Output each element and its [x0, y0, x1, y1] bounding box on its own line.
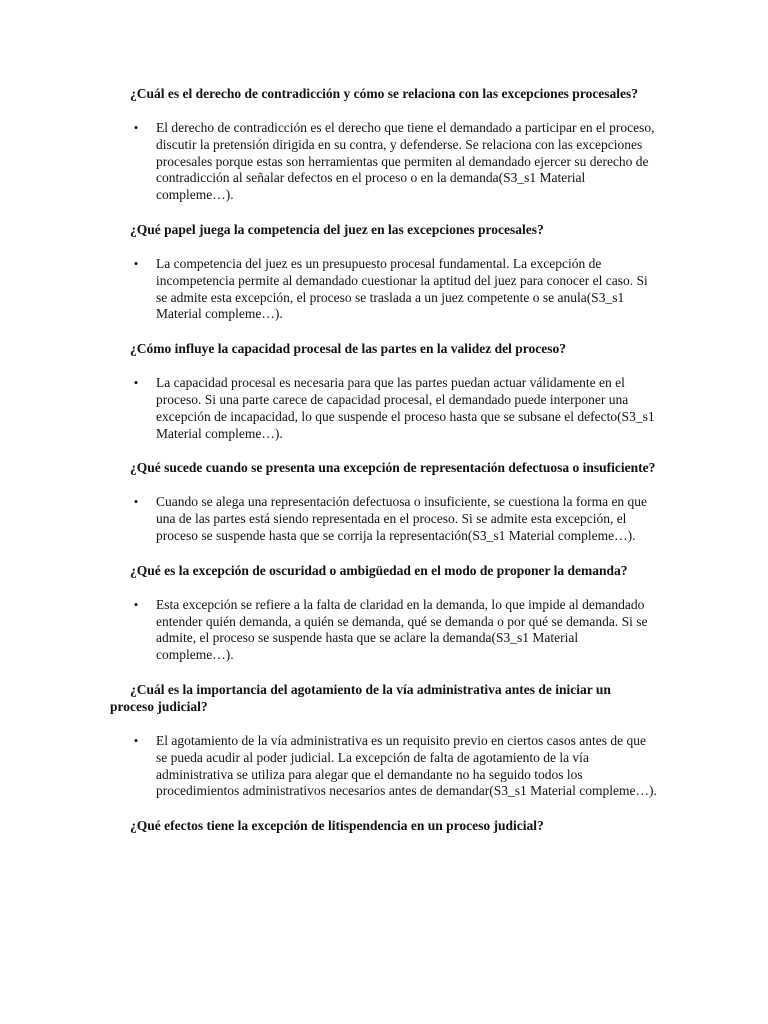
qa-block-competencia	[110, 221, 658, 323]
qa-block-contradiccion	[110, 85, 658, 204]
question-heading: ¿Qué sucede cuando se presenta una excepción de representación defectuosa o insuficiente?	[130, 460, 656, 476]
answer-list-item	[110, 256, 658, 323]
qa-block-representacion	[110, 459, 658, 544]
qa-block-oscuridad	[110, 562, 658, 664]
question-heading: ¿Qué es la excepción de oscuridad o ambigüedad en el modo de proponer la demanda?	[130, 562, 628, 578]
question-heading: ¿Qué efectos tiene la excepción de litispendencia en un proceso judicial?	[130, 818, 544, 834]
bullet-icon: •	[133, 596, 139, 612]
answer-list	[110, 494, 658, 544]
answer-text: Esta excepción se refiere a la falta de claridad en la demanda, lo que impide al demandado entender quién demanda, a quién se demanda, qué se demanda o por qué se demanda. Si se admite, el proceso se suspende hasta que se aclare la demanda(S3_s1 Material compleme…).	[156, 596, 648, 663]
question-heading: ¿Cuál es la importancia del agotamiento de la vía administrativa antes de iniciar un proceso judicial?	[110, 681, 611, 714]
qa-block-agotamiento	[110, 681, 658, 800]
answer-list-item	[110, 120, 658, 204]
bullet-icon: •	[133, 494, 139, 510]
answer-text: La capacidad procesal es necesaria para que las partes puedan actuar válidamente en el proceso. Si una parte carece de capacidad procesal, el demandado puede interponer una excepción de incapacidad, lo que suspende el proceso hasta que se subsane el defecto(S3_s1 Material compleme…).	[156, 375, 655, 441]
answer-list-item	[110, 597, 658, 664]
question-heading: ¿Cuál es el derecho de contradicción y cómo se relaciona con las excepciones procesales?	[130, 86, 639, 101]
question-heading: ¿Qué papel juega la competencia del juez en las excepciones procesales?	[130, 221, 544, 237]
qa-block-capacidad	[110, 340, 658, 442]
question-heading: ¿Cómo influye la capacidad procesal de las partes en la validez del proceso?	[130, 341, 566, 357]
answer-list	[110, 597, 658, 664]
answer-text: El agotamiento de la vía administrativa es un requisito previo en ciertos casos antes de que se pueda acudir al poder judicial. La excepción de falta de agotamiento de la vía administrativa se utiliza para alegar que el demandante no ha seguido todos los procedimientos administrativos necesarios antes de demandar(S3_s1 Material compleme…).	[156, 732, 657, 799]
answer-text: El derecho de contradicción es el derecho que tiene el demandado a participar en el proceso, discutir la pretensión dirigida en su contra, y defenderse. Se relaciona con las excepciones procesales porque estas son herramientas que permiten al demandado ejercer su derecho de contradicción al señalar defectos en el proceso o en la demanda(S3_s1 Material compleme…).	[156, 120, 655, 203]
bullet-icon: •	[133, 255, 139, 271]
answer-text: Cuando se alega una representación defectuosa o insuficiente, se cuestiona la forma en que una de las partes está siendo representada en el proceso. Si se admite esta excepción, el proceso se suspende hasta que se corrija la representación(S3_s1 Material compleme…).	[156, 494, 648, 543]
answer-list-item	[110, 375, 658, 442]
answer-list	[110, 375, 658, 442]
document-body	[110, 85, 658, 834]
bullet-icon: •	[133, 120, 139, 135]
answer-list	[110, 256, 658, 323]
answer-list	[110, 733, 658, 800]
bullet-icon: •	[133, 375, 139, 391]
answer-list-item	[110, 733, 658, 800]
answer-list-item	[110, 494, 658, 544]
answer-list	[110, 120, 658, 204]
qa-block-litispendencia	[110, 817, 658, 834]
bullet-icon: •	[133, 732, 139, 748]
answer-text: La competencia del juez es un presupuesto procesal fundamental. La excepción de incompetencia permite al demandado cuestionar la aptitud del juez para conocer el caso. Si se admite esta excepción, el proceso se traslada a un juez competente o se anula(S3_s1 Material compleme…).	[156, 255, 648, 322]
